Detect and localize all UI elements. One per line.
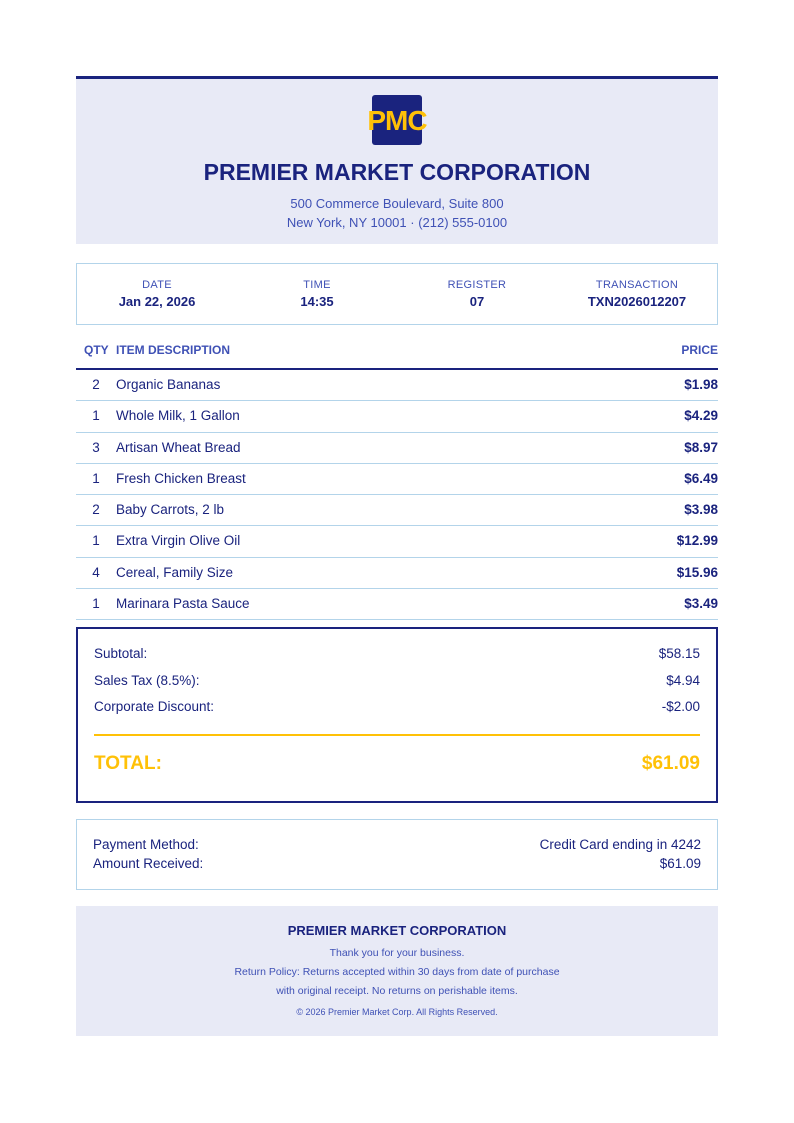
tax-label: Sales Tax (8.5%): <box>94 673 200 688</box>
item-price: $6.49 <box>684 470 718 486</box>
item-qty: 1 <box>92 470 100 486</box>
return-policy-line-1: Return Policy: Returns accepted within 30 days from date of purchase <box>234 966 560 978</box>
item-qty: 1 <box>92 408 100 424</box>
meta-value: TXN2026012207 <box>587 294 687 309</box>
subtotal-value: $58.15 <box>658 646 700 661</box>
meta-time <box>237 264 397 324</box>
payment-method-label: Payment Method: <box>93 837 199 852</box>
transaction-meta <box>76 263 718 325</box>
receipt-header <box>76 76 718 244</box>
items-table-header <box>76 338 718 370</box>
item-price: $8.97 <box>684 439 718 455</box>
meta-transaction <box>557 264 717 324</box>
subtotal-label: Subtotal: <box>94 646 148 661</box>
item-description: Extra Virgin Olive Oil <box>116 533 241 549</box>
item-description: Cereal, Family Size <box>116 564 234 580</box>
items-table <box>76 338 718 620</box>
table-row <box>76 558 718 589</box>
item-price: $4.29 <box>684 408 718 424</box>
item-description: Whole Milk, 1 Gallon <box>116 408 240 424</box>
item-qty: 3 <box>92 439 100 455</box>
table-row <box>76 495 718 526</box>
total-label: TOTAL: <box>94 753 162 774</box>
item-description: Organic Bananas <box>116 377 221 392</box>
item-description: Baby Carrots, 2 lb <box>116 502 225 518</box>
item-qty: 2 <box>92 377 100 392</box>
totals-divider <box>94 734 700 736</box>
subtotal-line <box>94 646 700 661</box>
payment-method-line <box>93 837 701 852</box>
table-row <box>76 433 718 464</box>
amount-received-line <box>93 856 701 871</box>
company-name: PREMIER MARKET CORPORATION <box>203 159 591 185</box>
item-qty: 2 <box>92 502 100 518</box>
meta-label: DATE <box>142 279 172 291</box>
company-logo <box>367 95 427 145</box>
footer-thanks: Thank you for your business. <box>329 947 465 959</box>
return-policy-line-2: with original receipt. No returns on perishable items. <box>276 985 518 997</box>
item-qty: 1 <box>92 596 100 612</box>
payment-method-value: Credit Card ending in 4242 <box>539 837 701 852</box>
meta-date <box>77 264 237 324</box>
item-price: $15.96 <box>676 564 718 580</box>
amount-received-value: $61.09 <box>659 856 701 871</box>
table-row <box>76 526 718 557</box>
qty-header: QTY <box>84 343 109 357</box>
meta-value: Jan 22, 2026 <box>118 294 196 309</box>
table-row <box>76 589 718 620</box>
table-row <box>76 464 718 495</box>
item-price: $3.49 <box>684 596 718 612</box>
item-qty: 1 <box>92 533 100 549</box>
totals-box <box>76 627 718 803</box>
meta-label: TIME <box>303 279 331 291</box>
meta-label: TRANSACTION <box>595 279 679 291</box>
amount-received-label: Amount Received: <box>93 856 204 871</box>
meta-label: REGISTER <box>447 279 507 291</box>
footer-company-name: PREMIER MARKET CORPORATION <box>287 923 507 938</box>
tax-line <box>94 673 700 688</box>
address-line-2: New York, NY 10001 · (212) 555-0100 <box>286 215 508 230</box>
logo-text: PMC <box>367 105 427 136</box>
meta-value: 14:35 <box>300 294 334 309</box>
total-value: $61.09 <box>641 753 700 774</box>
item-description: Marinara Pasta Sauce <box>116 596 250 612</box>
table-row <box>76 401 718 432</box>
payment-box <box>76 819 718 890</box>
meta-register <box>397 264 557 324</box>
item-price: $12.99 <box>676 533 718 549</box>
item-qty: 4 <box>92 564 100 580</box>
item-price: $1.98 <box>684 377 718 392</box>
tax-value: $4.94 <box>666 673 700 688</box>
item-description: Artisan Wheat Bread <box>116 439 241 455</box>
footer-copyright: © 2026 Premier Market Corp. All Rights Reserved. <box>296 1007 498 1017</box>
receipt <box>76 76 718 1017</box>
price-header: PRICE <box>681 343 718 357</box>
discount-line <box>94 699 700 714</box>
table-row <box>76 370 718 401</box>
item-description: Fresh Chicken Breast <box>116 470 246 486</box>
address-line-1: 500 Commerce Boulevard, Suite 800 <box>290 196 504 211</box>
grand-total-line <box>94 753 700 775</box>
item-price: $3.98 <box>684 502 718 518</box>
meta-value: 07 <box>469 294 485 309</box>
description-header: ITEM DESCRIPTION <box>116 343 231 357</box>
discount-value: -$2.00 <box>661 699 700 714</box>
discount-label: Corporate Discount: <box>94 699 215 714</box>
receipt-footer <box>76 906 718 1036</box>
